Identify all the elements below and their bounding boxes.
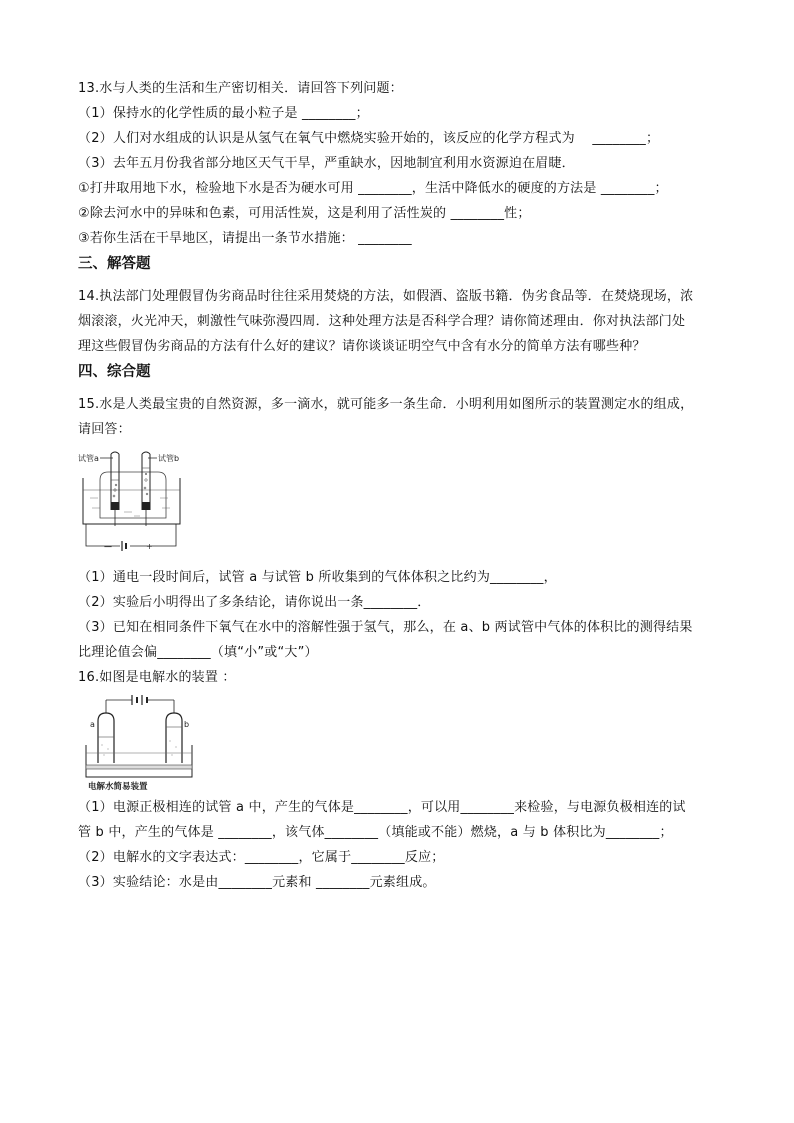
q14-line2: 烟滚滚，火光冲天，刺激性气味弥漫四周．这种处理方法是否科学合理？请你简述理由．你对执法部门处 xyxy=(78,314,686,329)
q15-line1: 15.水是人类最宝贵的自然资源，多一滴水，就可能多一条生命．小明利用如图所示的装置测定水的组成， xyxy=(78,397,694,412)
q16-part1-line2: 管 b 中，产生的气体是 ________，该气体________（填能或不能）燃烧，a 与 b 体积比为________； xyxy=(78,825,673,840)
q13-part3-item3: ③若你生活在干旱地区，请提出一条节水措施： ________ xyxy=(78,231,412,246)
battery-negative-label: — xyxy=(104,542,112,551)
q15-part1: （1）通电一段时间后，试管 a 与试管 b 所收集到的气体体积之比约为________， xyxy=(78,570,557,585)
q13-part3: （3）去年五月份我省部分地区天气干旱，严重缺水，因地制宜利用水资源迫在眉睫． xyxy=(78,156,575,171)
q13-part3-item2: ②除去河水中的异味和色素，可用活性炭，这是利用了活性炭的 ________性； xyxy=(78,206,531,221)
tube-a-label: 试管a xyxy=(78,454,99,463)
q13-part3-item1: ①打井取用地下水，检验地下水是否为硬水可用 ________，生活中降低水的硬度的方法是 ________； xyxy=(78,181,668,196)
q15-part3-line2: 比理论值会偏________（填“小”或“大”） xyxy=(78,645,318,660)
q14-line1: 14.执法部门处理假冒伪劣商品时往往采用焚烧的方法，如假酒、盗版书籍．伪劣食品等．在焚烧现场，浓 xyxy=(78,289,694,304)
q16-part3: （3）实验结论：水是由________元素和 ________元素组成。 xyxy=(78,875,436,890)
figure-caption: 电解水简易装置 xyxy=(88,782,148,792)
q13-part2: （2）人们对水组成的认识是从氢气在氧气中燃烧实验开始的，该反应的化学方程式为 ________； xyxy=(78,131,660,146)
battery-positive-label: + xyxy=(146,542,153,551)
q13-part1: （1）保持水的化学性质的最小粒子是 ________； xyxy=(78,106,369,121)
tube-b-label: b xyxy=(184,720,190,729)
q15-line2: 请回答： xyxy=(78,422,131,437)
tube-b-label: 试管b xyxy=(158,454,180,463)
q16-part1-line1: （1）电源正极相连的试管 a 中，产生的气体是________，可以用________来检验，与电源负极相连的试 xyxy=(78,800,686,815)
q15-part3-line1: （3）已知在相同条件下氧气在水中的溶解性强于氢气，那么，在 a、b 两试管中气体的体积比的测得结果 xyxy=(78,620,693,635)
tube-a-label: a xyxy=(90,720,95,729)
q15-part2: （2）实验后小明得出了多条结论，请你说出一条________． xyxy=(78,595,431,610)
section-heading-answer: 三、解答题 xyxy=(78,256,151,272)
q16-part2: （2）电解水的文字表达式：________，它属于________反应； xyxy=(78,850,445,865)
q13-stem: 13.水与人类的生活和生产密切相关．请回答下列问题： xyxy=(78,81,403,96)
section-heading-comprehensive: 四、综合题 xyxy=(78,364,151,380)
q14-line3: 理这些假冒伪劣商品的方法有什么好的建议？请你谈谈证明空气中含有水分的简单方法有哪些种？ xyxy=(78,339,646,354)
electrolysis-apparatus-figure xyxy=(78,450,188,554)
q16-stem: 16.如图是电解水的装置 ： xyxy=(78,670,236,685)
simple-electrolysis-figure xyxy=(84,693,196,793)
